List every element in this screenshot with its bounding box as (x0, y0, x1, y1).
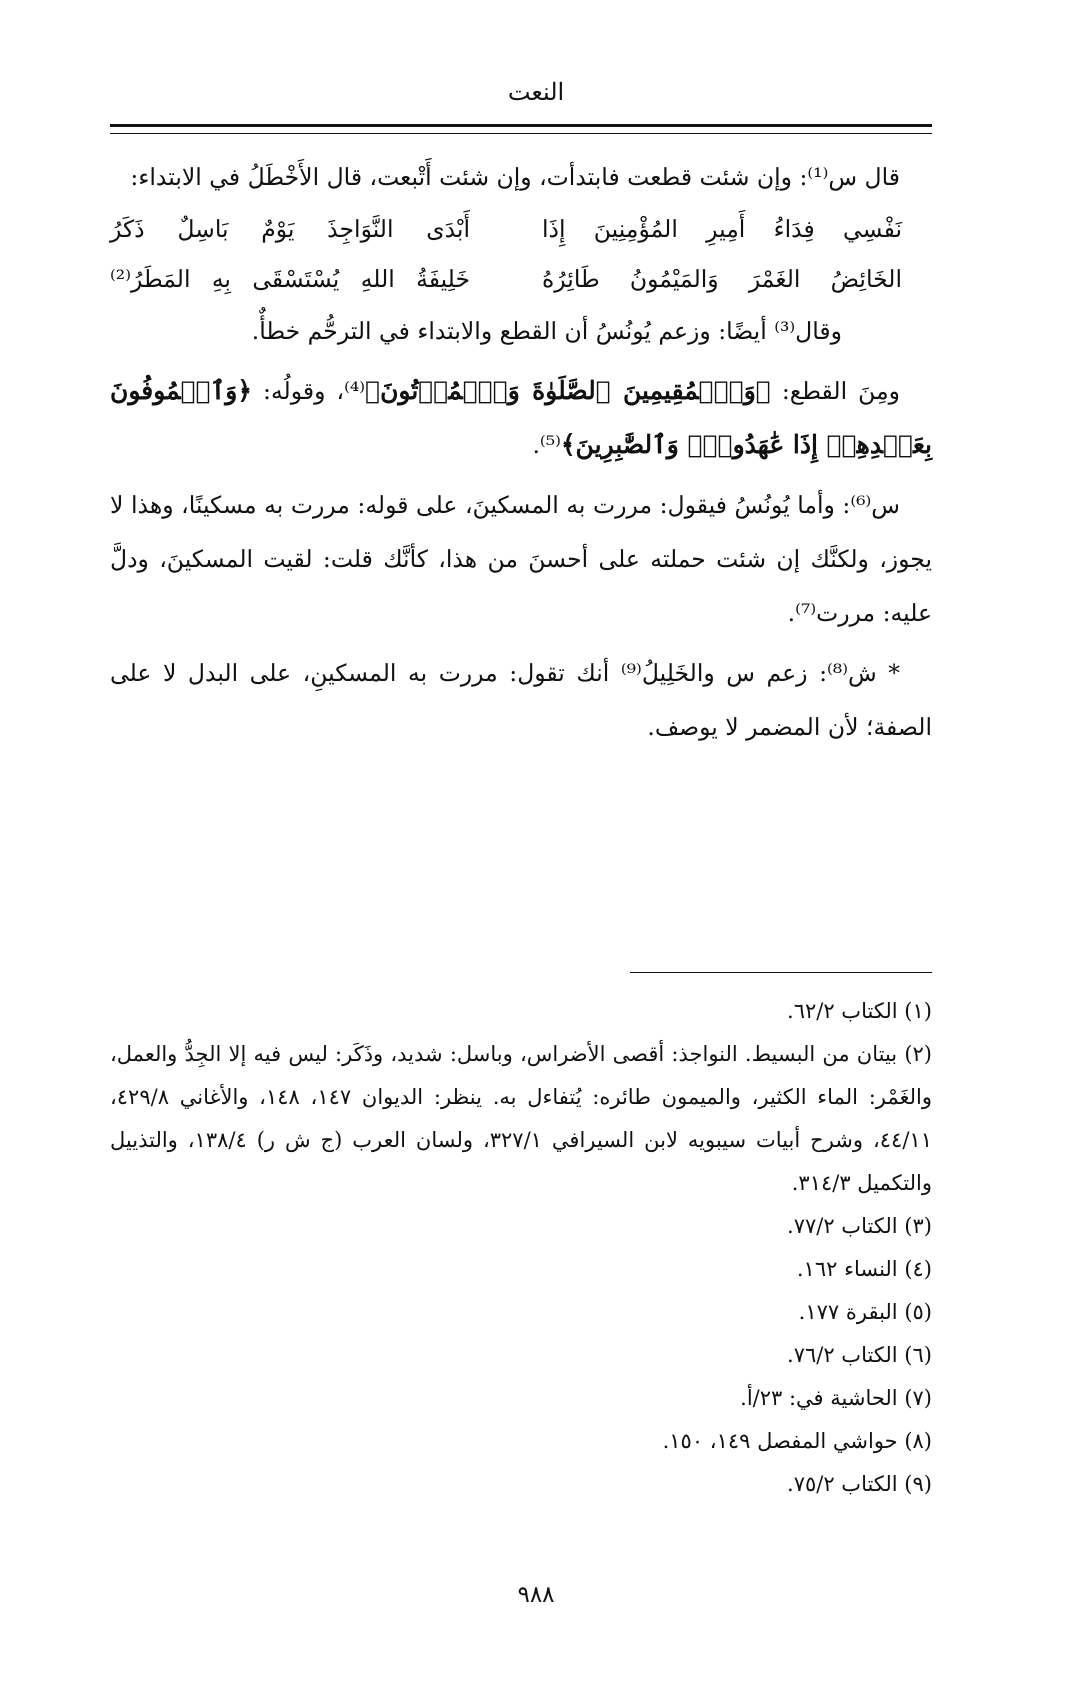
main-text (110, 150, 932, 754)
footnote-5: (٥) البقرة ١٧٧. (798, 1300, 932, 1324)
running-header: النعت (507, 78, 565, 106)
paragraph-1: قال س⁽¹⁾: وإن شئت قطعت فابتدأت، وإن شئت أَتْبعت، قال الأَخْطَلُ في الابتداء: (130, 163, 900, 191)
quran-quote-1: ﴿وَٱلۡمُقِيمِينَ ٱلصَّلَوٰةَ وَٱلۡمُؤۡتُونَ﴾ (365, 376, 771, 405)
verse-line-2 (110, 254, 932, 304)
footnote-4: (٤) النساء ١٦٢. (796, 1257, 932, 1281)
footnote-3: (٣) الكتاب ٧٧/٢. (787, 1214, 932, 1238)
footnotes (110, 990, 932, 1506)
verse-1-first-hemistich: نَفْسِي فِدَاءُ أَمِيرِ المُؤْمِنِينَ إِذَا (542, 215, 902, 243)
paragraph-3-middle: ⁽⁴⁾، وقولُه: (251, 377, 366, 405)
page-number: ٩٨٨ (517, 1582, 555, 1608)
footnote-7: (٧) الحاشية في: ٢٣/أ. (740, 1386, 932, 1410)
footnote-1: (١) الكتاب ٦٢/٢. (787, 999, 932, 1023)
paragraph-2: وقال⁽³⁾ أيضًا: وزعم يُونُسُ أن القطع والابتداء في الترحُّم خطأٌ. (251, 317, 842, 345)
paragraph-3-intro: ومِنَ القطع: (770, 377, 901, 405)
verse-2-second-hemistich: خَلِيفَةُ اللهِ يُسْتَسْقَى بِهِ المَطَرُ⁽²⁾ (110, 265, 470, 293)
verse-1-second-hemistich: أَبْدَى النَّوَاجِذَ يَوْمٌ بَاسِلٌ ذَكَرُ (110, 215, 470, 243)
paragraph-3 (110, 364, 932, 472)
paragraph-3-end: ⁽⁵⁾. (532, 431, 561, 459)
quran-quote-2: ﴿وَٱلۡمُوفُونَ بِعَهۡدِهِمۡ إِذَا عَٰهَدُواْۖ وَٱلصَّٰبِرِينَ﴾ (110, 376, 932, 459)
paragraph-4: س⁽⁶⁾: وأما يُونُسُ فيقول: مررت به المسكينَ، على قوله: مررت به مسكينًا، وهذا لا يجوز، ولكنَّك إن شئت حملته على أحسنَ من هذا، كأنَّك قلت: لقيت المسكينَ، ودلَّ عليه: مررت⁽⁷⁾. (110, 491, 932, 627)
footnote-2: (٢) بيتان من البسيط. النواجذ: أقصى الأضراس، وباسل: شديد، وذَكَر: ليس فيه إلا الجِدُّ والعمل، والغَمْر: الماء الكثير، والميمون طائره: يُتفاءل به. ينظر: الديوان ١٤٧، ١٤٨، والأغاني ٤٢٩/٨، ٤٤/١١، وشرح أبيات سيبويه لابن السيرافي ٣٢٧/١، ولسان العرب (ج ش ر) ١٣٨/٤، والتذييل والتكميل ٣١٤/٣. (110, 1042, 933, 1195)
verse-2-first-hemistich: الخَائِضُ الغَمْرَ وَالمَيْمُونُ طَائِرُهُ (542, 265, 902, 293)
footnote-6: (٦) الكتاب ٧٦/٢. (787, 1343, 932, 1367)
footnote-9: (٩) الكتاب ٧٥/٢. (787, 1472, 932, 1496)
footnote-separator (630, 972, 932, 973)
verse-line-1 (110, 204, 932, 254)
header-thick-rule (110, 124, 932, 127)
footnote-8: (٨) حواشي المفصل ١٤٩، ١٥٠. (662, 1429, 932, 1453)
paragraph-5: * ش⁽⁸⁾: زعم س والخَلِيلُ⁽⁹⁾ أنك تقول: مررت به المسكينِ، على البدل لا على الصفة؛ لأن المضمر لا يوصف. (110, 659, 932, 741)
header-thin-rule (110, 133, 932, 134)
